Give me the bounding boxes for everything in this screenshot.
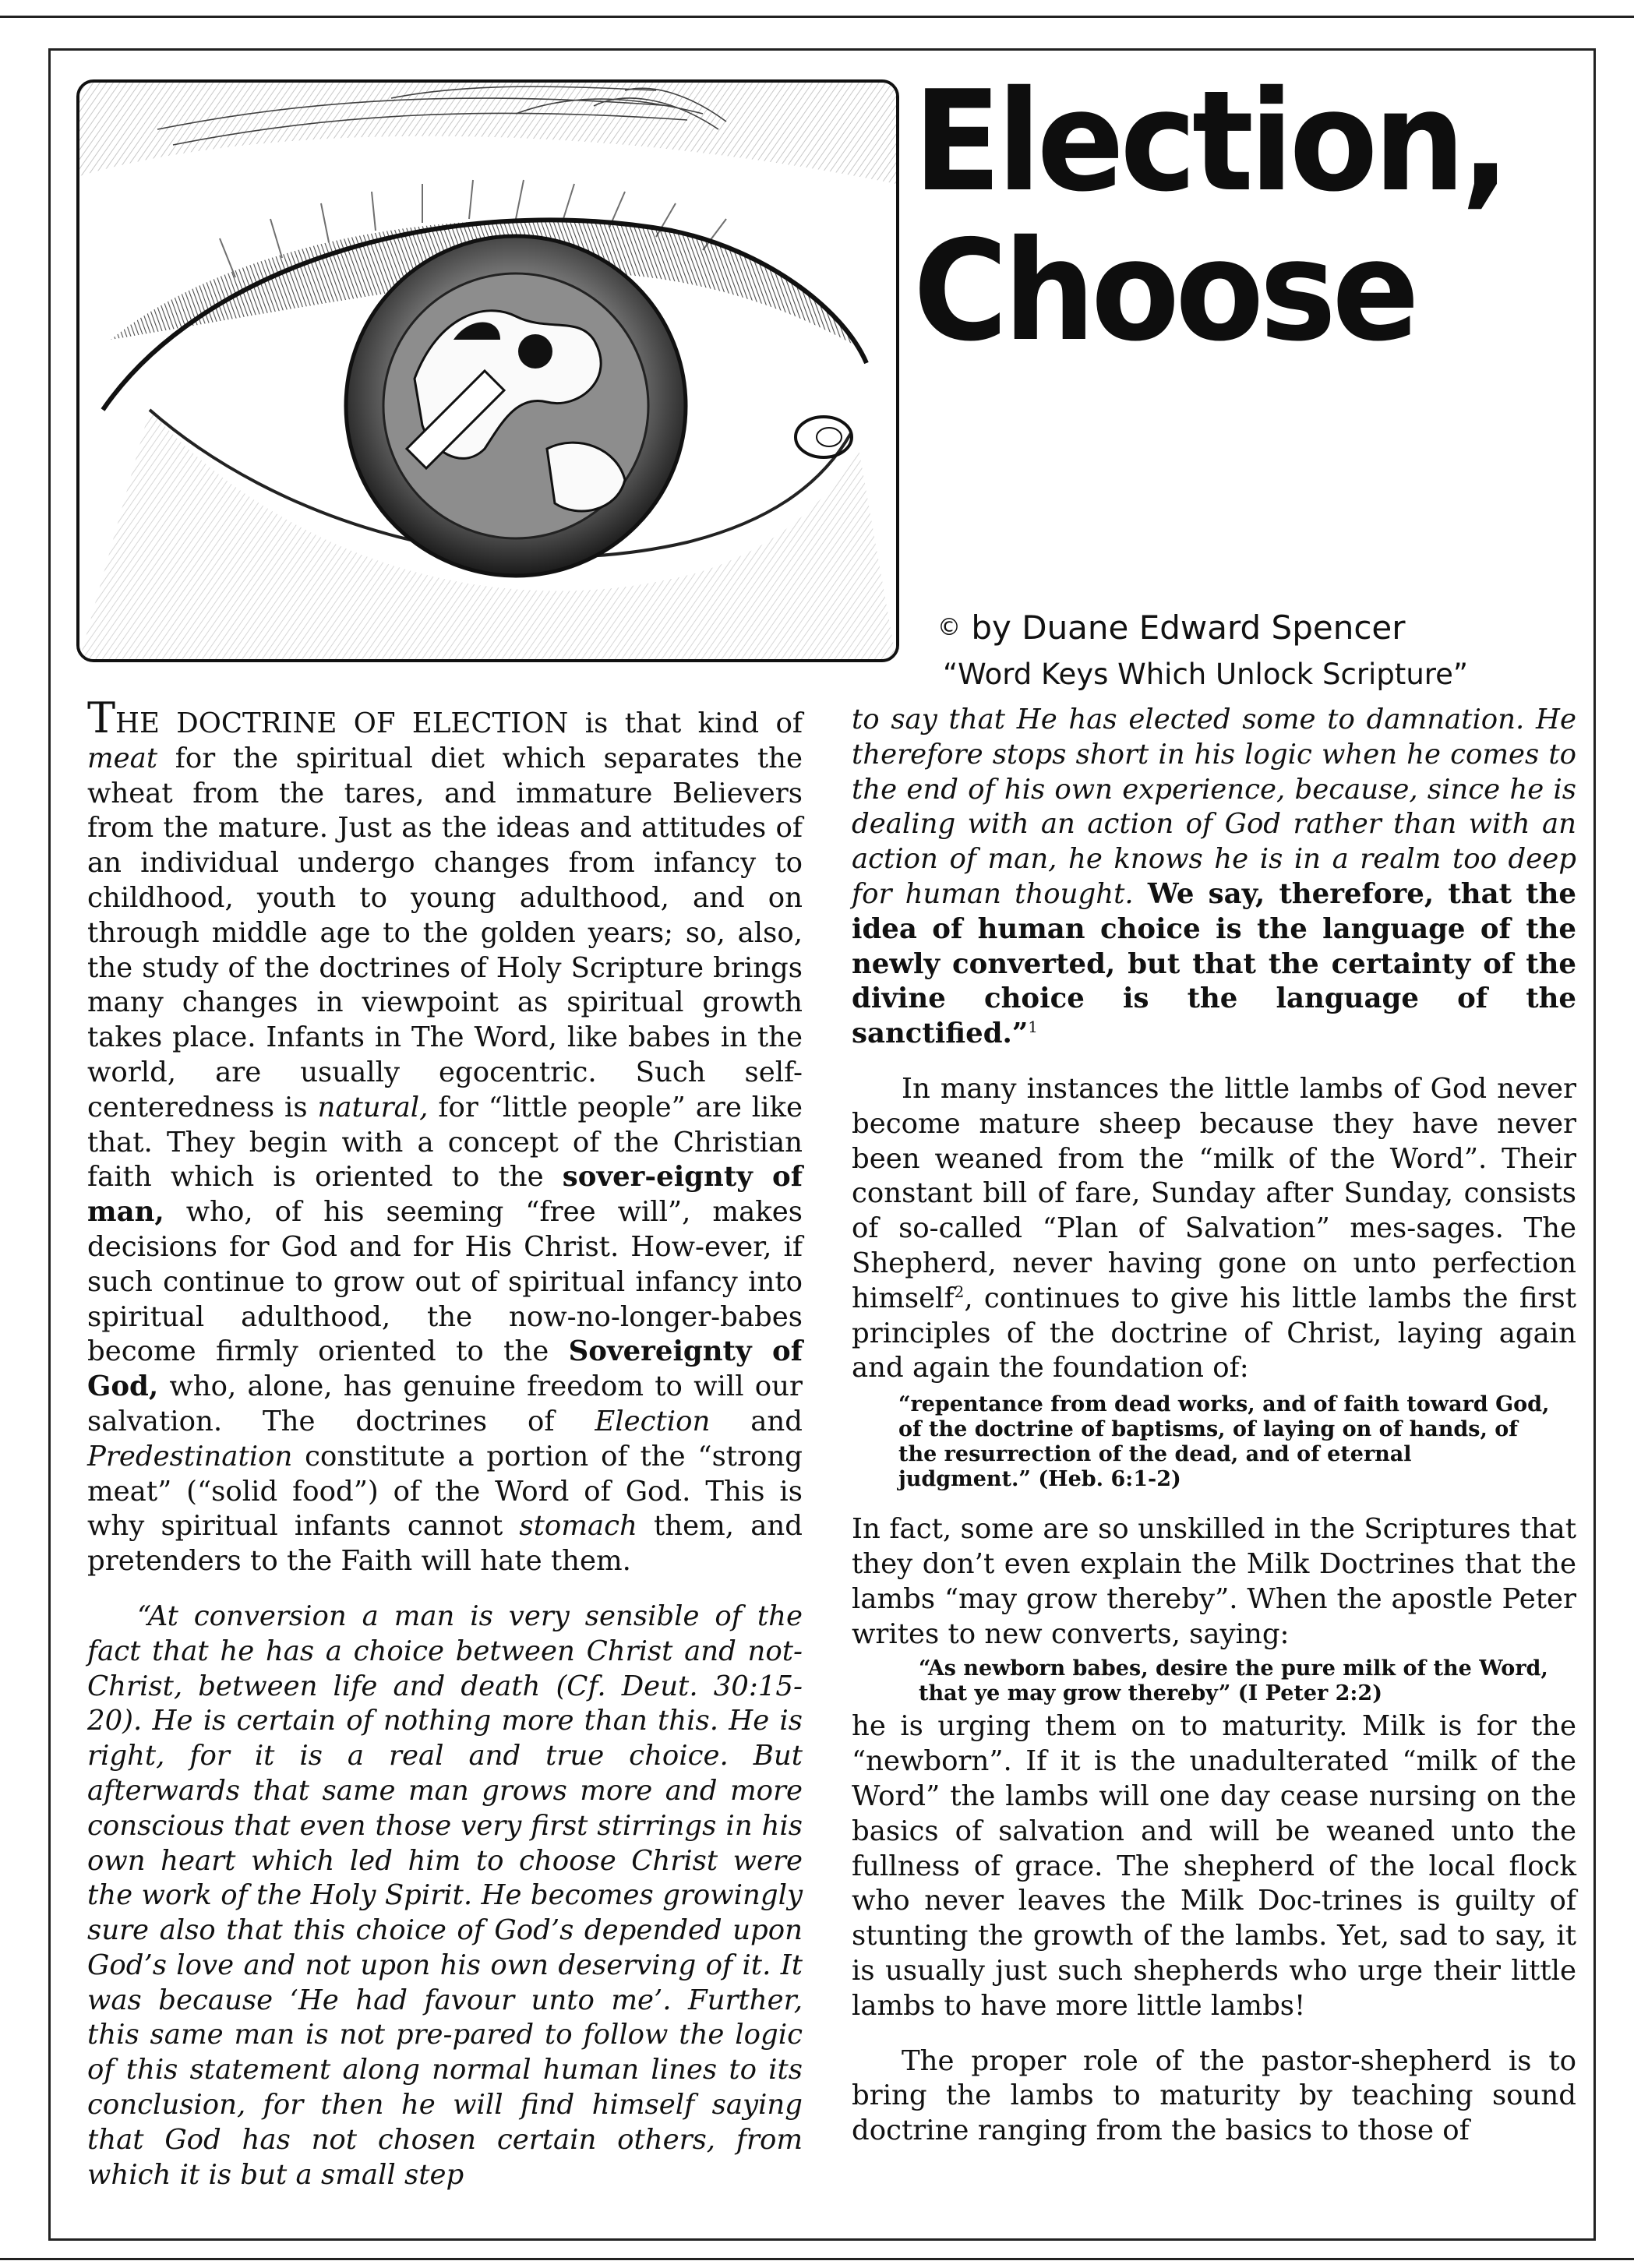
right-column [852,703,1576,2149]
dropcap: T [87,693,116,742]
top-rule [0,16,1634,18]
copyright-symbol: © [937,614,961,641]
right-paragraph-3: In fact, some are so unskilled in the Scriptures that they don’t even explain the Milk Doctrines that the lambs “may grow thereby”. When the apostle Peter writes to new converts, saying: [852,1513,1576,1650]
lead-in: HE DOCTRINE OF ELECTION [115,707,569,739]
left-column [87,693,803,2192]
headline-line2: Choose [913,210,1416,372]
left-paragraph-2-quote: “At conversion a man is very sensible of the fact that he has a choice between Christ and not-Christ, between life and death (Cf. Deut. 30:15-20). He is certain of nothing more than this. He is right, for it is a real and true choice. But afterwards that same man grows more and more conscious that even those very first stirrings in his own heart which led him to choose Christ were the work of the Holy Spirit. He becomes growingly sure also that this choice of God’s depended upon God’s love and not upon his own deserving of it. It was because ‘He had favour unto me’. Further, this same man is not pre-pared to follow the logic of this statement along normal human lines to its conclusion, for then he will find himself saying that God has not chosen certain others, from which it is but a small step [87,1600,803,2191]
series-title: “Word Keys Which Unlock Scripture” [943,658,1469,691]
bottom-rule [0,2258,1634,2260]
right-paragraph-5: The proper role of the pastor-shepherd is to bring the lambs to maturity by teaching sound doctrine ranging from the basics to those of [852,2044,1576,2147]
right-paragraph-1: to say that He has elected some to damnation. He therefore stops short in his logic when he comes to the end of his own experience, because, since he is dealing with an action of God rather than with an action of man, he knows he is in a realm too deep for human thought. We say, therefore, that the idea of human choice is the language of the newly converted, but that the certainty of the divine choice is the language of the sanctified.”$^1$ [852,704,1576,1050]
right-paragraph-2: In many instances the little lambs of God never become mature sheep because they have never been weaned from the “milk of the Word”. Their constant bill of fare, Sunday after Sunday, consists of so-called “Plan of Salvation” mes-sages. The Shepherd, never having gone on unto perfection himself$^2$, continues to give his little lambs the first principles of the doctrine of Christ, laying again and again the foundation of: [852,1072,1576,1384]
eye-with-globe-illustration-icon [79,83,896,659]
eye-illustration [76,79,899,662]
right-paragraph-4: he is urging them on to maturity. Milk is for the “newborn”. If it is the unadulterated “milk of the Word” the lambs will one day cease nursing on the basics of salvation and will be weaned unto the fullness of grace. The shepherd of the local flock who never leaves the Milk Doc-trines is guilty of stunting the growth of the lambs. Yet, sad to say, it is usually just such shepherds who urge their little lambs to have more little lambs! [852,1710,1576,2022]
byline [937,608,1584,648]
author-name: by Duane Edward Spencer [971,608,1406,647]
scripture-quote-hebrews: “repentance from dead works, and of faith toward God, of the doctrine of baptisms, of laying on of hands, of the resurrection of the dead, and of eternal judgment.” (Heb. 6:1-2) [898,1392,1550,1492]
headline [913,61,1544,372]
headline-line1: Election, [913,61,1506,222]
scripture-quote-peter: “As newborn babes, desire the pure milk of the Word, that ye may grow thereby” (I Peter 2:2) [919,1656,1548,1706]
left-paragraph-1: THE DOCTRINE OF ELECTION is that kind of meat for the spiritual diet which separates the wheat from the tares, and immature Believers from the mature. Just as the ideas and attitudes of an individual undergo changes from infancy to childhood, youth to young adulthood, and on through middle age to the golden years; so, also, the study of the doctrines of Holy Scripture brings many changes in viewpoint as spiritual growth takes place. Infants in The Word, like babes in the world, are usually egocentric. Such self-centeredness is natural, for “little people” are like that. They begin with a concept of the Christian faith which is oriented to the sover-eignty of man, who, of his seeming “free will”, makes decisions for God and for His Christ. How-ever, if such continue to grow out of spiritual infancy into spiritual adulthood, the now-no-longer-babes become firmly oriented to the Sovereignty of God, who, alone, has genuine freedom to will our salvation. The doctrines of Election and Predestination constitute a portion of the “strong meat” (“solid food”) of the Word of God. This is why spiritual infants cannot stomach them, and pretenders to the Faith will hate them. [87,693,803,1578]
